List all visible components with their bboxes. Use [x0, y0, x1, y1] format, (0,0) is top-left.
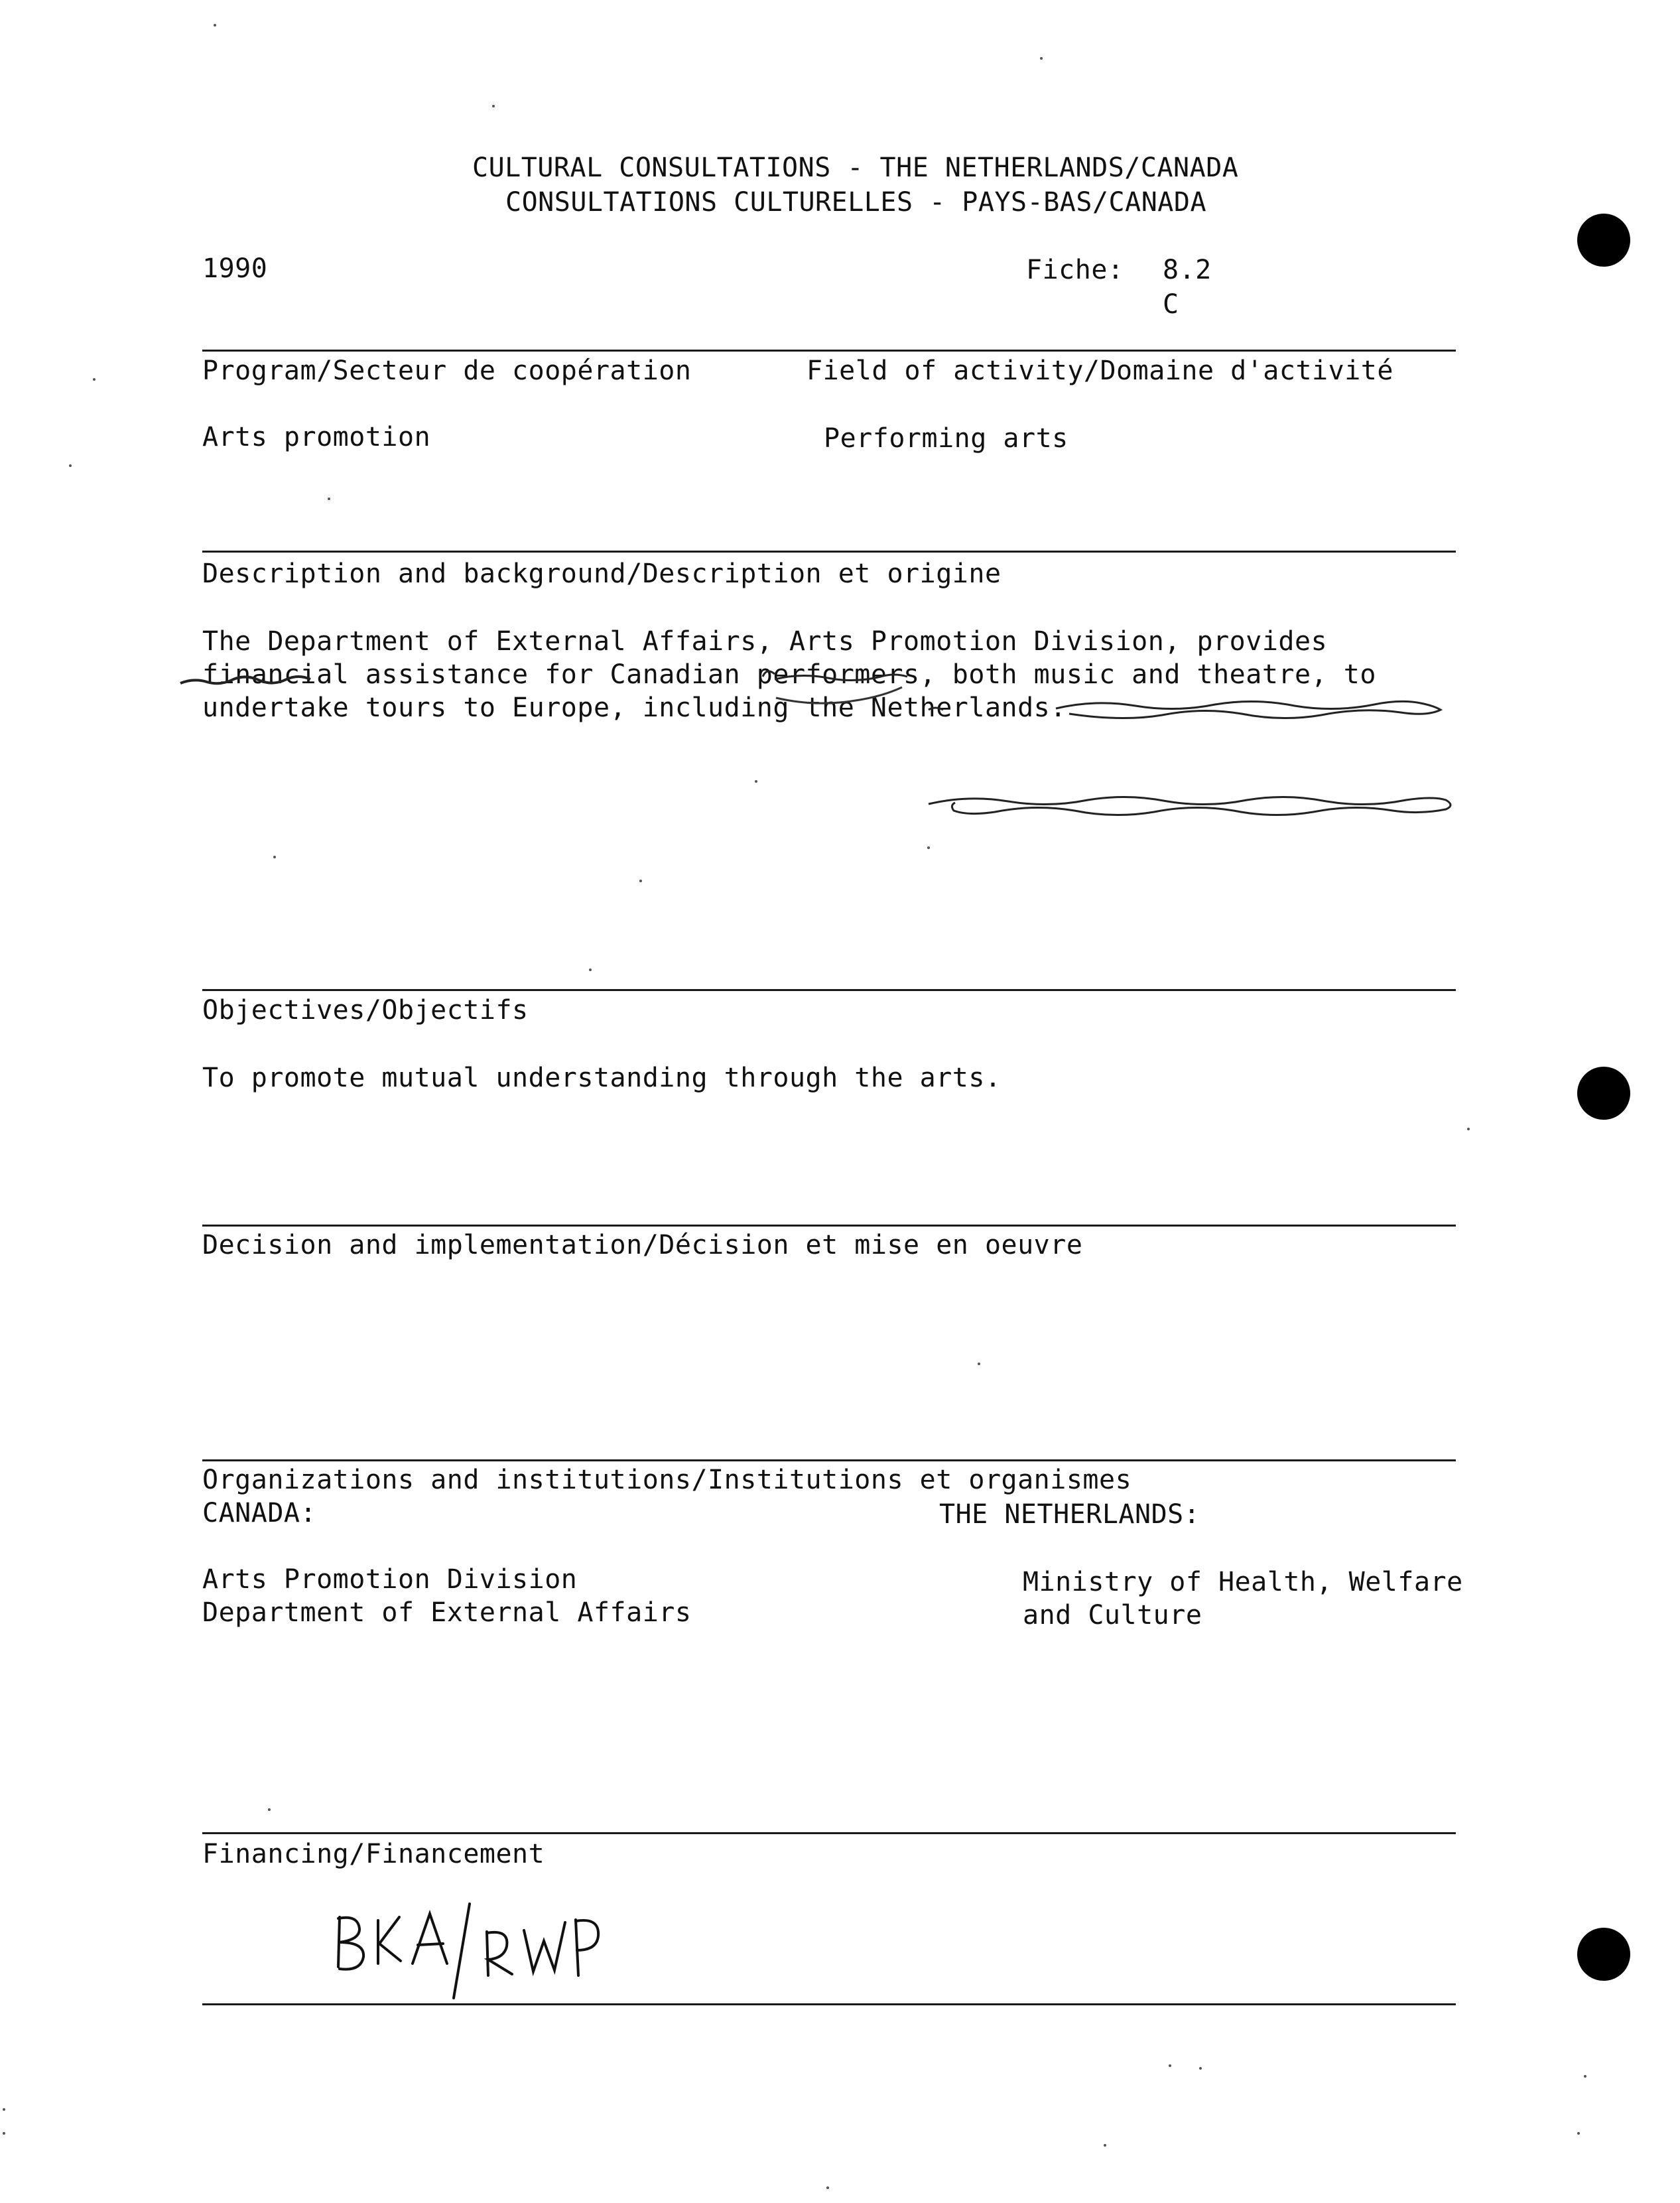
divider: [202, 1225, 1456, 1227]
scan-speck: [1467, 1128, 1470, 1130]
divider: [202, 989, 1456, 991]
field-label: Field of activity/Domaine d'activité: [807, 356, 1393, 386]
canada-label: CANADA:: [202, 1498, 317, 1528]
objectives-label: Objectives/Objectifs: [202, 995, 529, 1026]
description-label: Description and background/Description et origine: [202, 559, 1002, 589]
scan-speck: [927, 846, 930, 849]
decision-label: Decision and implementation/Décision et mise en oeuvre: [202, 1230, 1083, 1260]
scan-speck: [1199, 2067, 1202, 2070]
description-line: undertake tours to Europe, including the Netherlands.: [202, 693, 1066, 723]
scan-speck: [755, 780, 757, 783]
canada-org-line: Department of External Affairs: [202, 1597, 692, 1628]
scan-speck: [273, 856, 276, 858]
fiche-number: 8.2: [1163, 255, 1212, 285]
scan-speck: [978, 1363, 980, 1365]
document-title-english: CULTURAL CONSULTATIONS - THE NETHERLANDS/CANADA: [472, 153, 1239, 183]
scan-speck: [589, 968, 592, 971]
divider: [202, 1832, 1456, 1834]
scan-speck: [1040, 57, 1043, 60]
scan-speck: [826, 2186, 829, 2189]
objectives-text: To promote mutual understanding through the arts.: [202, 1063, 1002, 1093]
scan-speck: [492, 105, 495, 107]
document-title-french: CONSULTATIONS CULTURELLES - PAYS-BAS/CANADA: [505, 187, 1207, 218]
field-value: Performing arts: [824, 423, 1068, 454]
punch-hole: [1577, 1067, 1630, 1120]
year: 1990: [202, 253, 268, 284]
scan-speck: [1104, 2144, 1106, 2147]
description-line: The Department of External Affairs, Arts Promotion Division, provides: [202, 626, 1328, 657]
canada-org-line: Arts Promotion Division: [202, 1564, 578, 1595]
strikethrough-scribble: [0, 0, 1680, 862]
divider: [202, 1459, 1456, 1461]
divider: [202, 2003, 1456, 2005]
netherlands-org-line: Ministry of Health, Welfare: [1023, 1567, 1463, 1597]
netherlands-label: THE NETHERLANDS:: [939, 1499, 1200, 1530]
fiche-label: Fiche:: [1026, 255, 1124, 285]
scan-speck: [3, 2132, 5, 2135]
netherlands-org-line: and Culture: [1023, 1600, 1202, 1631]
scan-speck: [93, 378, 96, 381]
scan-speck: [214, 24, 216, 27]
scan-speck: [268, 1808, 271, 1811]
scan-speck: [639, 880, 642, 882]
scan-speck: [1577, 2132, 1580, 2135]
description-line: financial assistance for Canadian performers, both music and theatre, to: [202, 659, 1376, 690]
scan-speck: [3, 2108, 5, 2111]
scan-speck: [1584, 2075, 1586, 2078]
punch-hole: [1577, 214, 1630, 267]
scan-speck: [328, 498, 330, 500]
program-value: Arts promotion: [202, 422, 431, 452]
fiche-letter: C: [1163, 289, 1179, 320]
program-label: Program/Secteur de coopération: [202, 356, 692, 386]
scan-speck: [1169, 2064, 1171, 2067]
handwritten-note-bka-rwp: [325, 1891, 630, 2010]
scan-speck: [69, 464, 72, 467]
punch-hole: [1577, 1928, 1630, 1981]
financing-label: Financing/Financement: [202, 1839, 545, 1869]
organizations-label: Organizations and institutions/Institutions et organismes: [202, 1465, 1132, 1495]
